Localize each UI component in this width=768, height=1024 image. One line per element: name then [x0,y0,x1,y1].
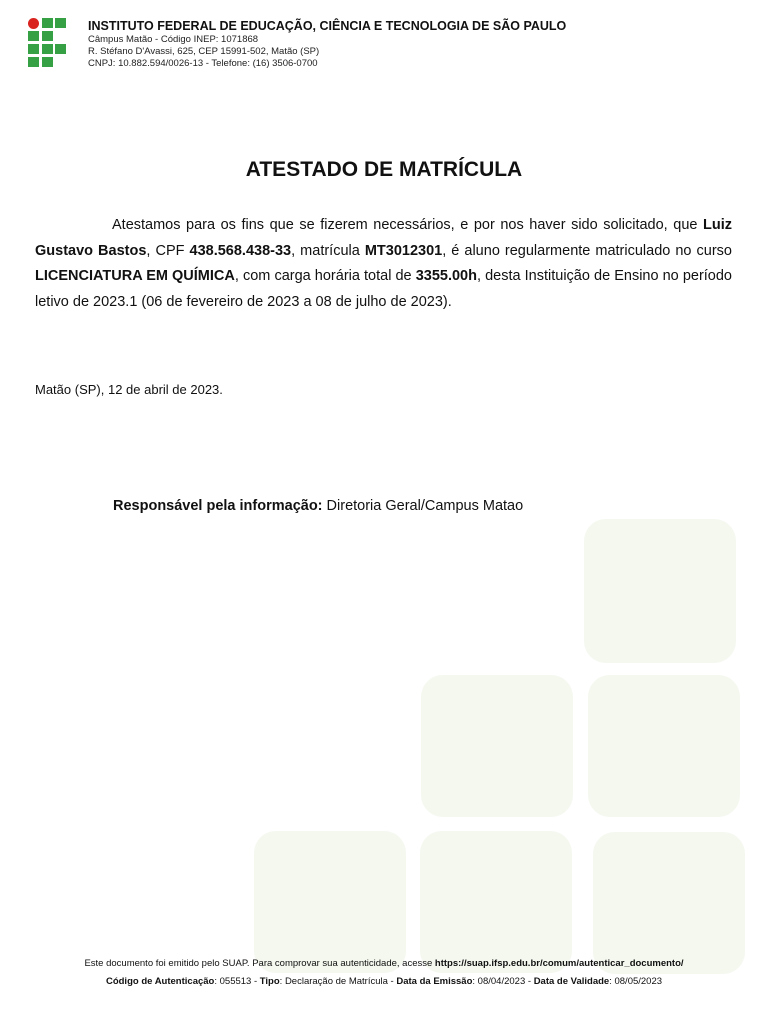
auth-code-value: : 055513 - [214,976,260,987]
auth-code-label: Código de Autenticação [105,976,215,987]
type-label: Tipo [259,976,280,987]
logo-square [42,18,53,28]
course-name: LICENCIATURA EM QUÍMICA [35,268,235,284]
watermark-square [254,831,406,973]
institution-name: INSTITUTO FEDERAL DE EDUCAÇÃO, CIÊNCIA E TECNOLOGIA DE SÃO PAULO [88,19,567,33]
cnpj-line: CNPJ: 10.882.594/0026-13 - Telefone: (16) 3506-0700 [88,58,318,69]
date-line: Matão (SP), 12 de abril de 2023. [35,382,223,397]
certificate-body [35,213,732,315]
emission-date-value: : 08/04/2023 - [472,976,534,987]
validity-date-label: Data de Validade [533,976,610,987]
logo-square [42,57,53,67]
logo-square [28,44,39,54]
body-text: Atestamos para os fins que se fizerem necessários, e por nos haver sido solicitado, que [112,217,703,233]
footer-details [0,976,768,987]
logo-square [28,57,39,67]
validity-date-value: : 08/05/2023 [609,976,663,987]
watermark-square [593,832,745,974]
logo-red-circle [28,18,39,29]
responsible-label: Responsável pela informação: [113,498,323,514]
responsible-value: Diretoria Geral/Campus Matao [322,498,524,514]
campus-line: Câmpus Matão - Código INEP: 1071868 [88,34,259,45]
body-text: , desta Instituição de Ensino no período letivo de 2023.1 (06 de fevereiro de 2023 a 08 de julho de 2023). [35,268,732,310]
body-text: , CPF [146,242,190,259]
document-title: ATESTADO DE MATRÍCULA [245,158,523,181]
logo-square [42,31,53,41]
watermark-square [421,675,573,817]
course-workload: 3355.00h [415,268,477,284]
address-line: R. Stéfano D'Avassi, 625, CEP 15991-502, Matão (SP) [88,46,320,57]
type-value: : Declaração de Matrícula - [279,976,397,987]
responsible-line [113,498,523,514]
logo-square [42,44,53,54]
logo-square [28,31,39,41]
authentication-link[interactable]: https://suap.ifsp.edu.br/comum/autenticar_documento/ [434,958,684,969]
body-text: , matrícula [291,242,365,259]
letterhead [88,18,566,70]
emission-date-label: Data da Emissão [396,976,473,987]
footer-authenticity [0,958,768,969]
student-cpf: 438.568.438-33 [189,242,292,259]
registration-number: MT3012301 [364,242,443,259]
logo-square [55,44,66,54]
watermark-square [584,519,736,663]
body-text: , com carga horária total de [234,268,416,284]
watermark-square [420,831,572,973]
institution-logo-icon [28,18,68,68]
body-text: , é aluno regularmente matriculado no curso [442,242,732,259]
footer-text: Este documento foi emitido pelo SUAP. Para comprovar sua autenticidade, acesse [84,958,435,969]
watermark-square [588,675,740,817]
student-name: Luiz Gustavo Bastos [35,217,732,259]
logo-square [55,18,66,28]
